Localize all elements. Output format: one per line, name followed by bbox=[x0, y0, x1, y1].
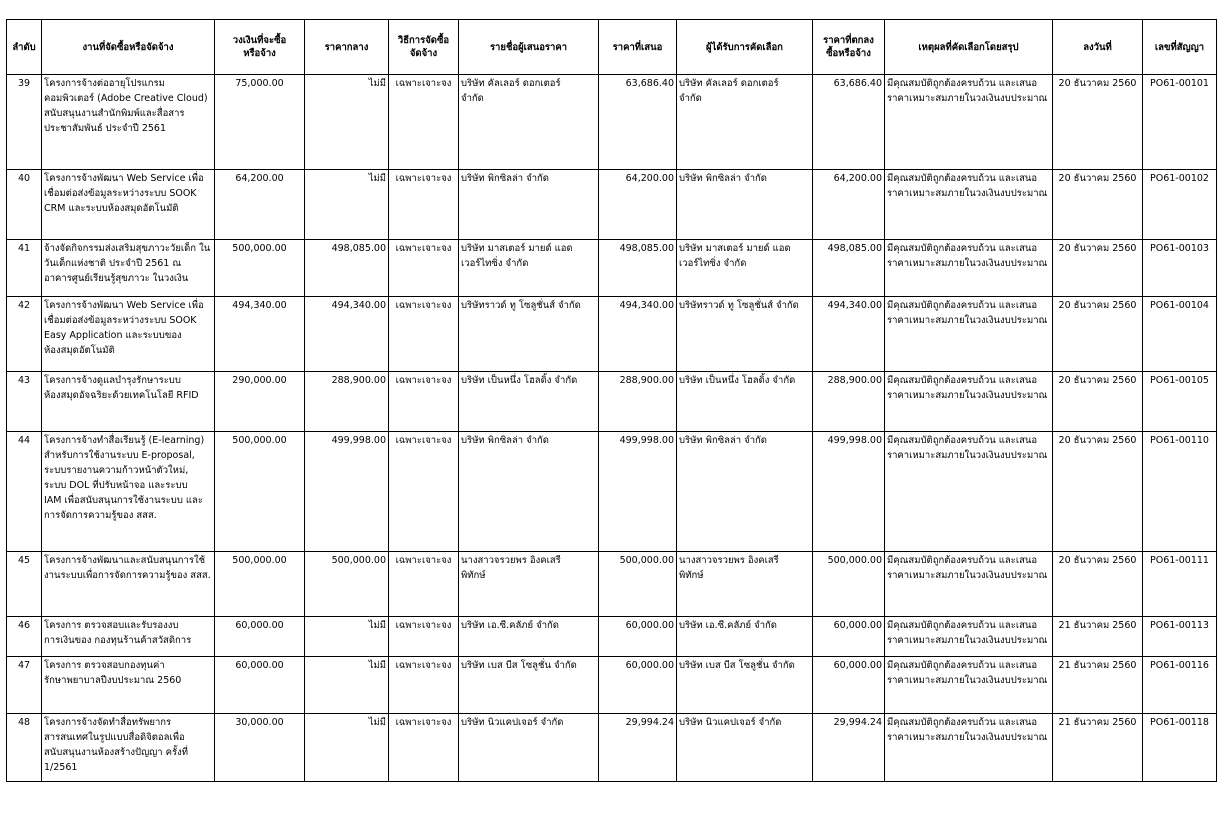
header-budget: วงเงินที่จะซื้อ หรือจ้าง bbox=[215, 20, 305, 75]
cell-date: 20 ธันวาคม 2560 bbox=[1053, 552, 1143, 617]
cell-bidders: บริษัท เป็นหนึ่ง โฮลดิ้ง จำกัด bbox=[459, 372, 599, 432]
cell-work: โครงการจ้างทำสื่อเรียนรู้ (E-learning) สำหรับการใช้งานระบบ E-proposal, ระบบรายงานความก้าวหน้าตัวใหม่, ระบบ DOL ที่ปรับหน้าจอ และระบบ IAM เพื่อสนับสนุนการใช้งานระบบ และ การจัดการความรู้ของ สสส. bbox=[42, 432, 215, 552]
cell-contract: PO61-00102 bbox=[1143, 170, 1217, 240]
cell-reason: มีคุณสมบัติถูกต้องครบถ้วน และเสนอ ราคาเหมาะสมภายในวงเงินงบประมาณ bbox=[885, 657, 1053, 714]
cell-agreed-price: 498,085.00 bbox=[813, 240, 885, 297]
cell-contract: PO61-00118 bbox=[1143, 714, 1217, 782]
cell-contract: PO61-00111 bbox=[1143, 552, 1217, 617]
table-row bbox=[7, 372, 1217, 432]
cell-median: 500,000.00 bbox=[305, 552, 389, 617]
cell-contract: PO61-00105 bbox=[1143, 372, 1217, 432]
cell-date: 20 ธันวาคม 2560 bbox=[1053, 372, 1143, 432]
cell-reason: มีคุณสมบัติถูกต้องครบถ้วน และเสนอ ราคาเหมาะสมภายในวงเงินงบประมาณ bbox=[885, 297, 1053, 372]
cell-no: 42 bbox=[7, 297, 42, 372]
header-bidders: รายชื่อผู้เสนอราคา bbox=[459, 20, 599, 75]
cell-bid-price: 498,085.00 bbox=[599, 240, 677, 297]
header-contract: เลขที่สัญญา bbox=[1143, 20, 1217, 75]
cell-reason: มีคุณสมบัติถูกต้องครบถ้วน และเสนอ ราคาเหมาะสมภายในวงเงินงบประมาณ bbox=[885, 552, 1053, 617]
cell-agreed-price: 60,000.00 bbox=[813, 617, 885, 657]
cell-median: ไม่มี bbox=[305, 617, 389, 657]
cell-winner: บริษัท เอ.ซี.คลัภย์ จำกัด bbox=[677, 617, 813, 657]
cell-budget: 30,000.00 bbox=[215, 714, 305, 782]
cell-median: ไม่มี bbox=[305, 75, 389, 170]
cell-agreed-price: 288,900.00 bbox=[813, 372, 885, 432]
cell-median: 499,998.00 bbox=[305, 432, 389, 552]
table-row bbox=[7, 297, 1217, 372]
procurement-table bbox=[6, 19, 1217, 782]
table-body bbox=[7, 75, 1217, 782]
cell-method: เฉพาะเจาะจง bbox=[389, 240, 459, 297]
cell-no: 47 bbox=[7, 657, 42, 714]
cell-winner: บริษัทราวด์ ทู โซลูชั่นส์ จำกัด bbox=[677, 297, 813, 372]
cell-method: เฉพาะเจาะจง bbox=[389, 372, 459, 432]
cell-reason: มีคุณสมบัติถูกต้องครบถ้วน และเสนอ ราคาเหมาะสมภายในวงเงินงบประมาณ bbox=[885, 432, 1053, 552]
cell-method: เฉพาะเจาะจง bbox=[389, 714, 459, 782]
cell-median: 498,085.00 bbox=[305, 240, 389, 297]
header-date: ลงวันที่ bbox=[1053, 20, 1143, 75]
cell-work: โครงการจ้างพัฒนาและสนับสนุนการใช้ งานระบบเพื่อการจัดการความรู้ของ สสส. bbox=[42, 552, 215, 617]
cell-agreed-price: 500,000.00 bbox=[813, 552, 885, 617]
cell-work: โครงการจ้างพัฒนา Web Service เพื่อ เชื่อมต่อส่งข้อมูลระหว่างระบบ SOOK CRM และระบบห้องสมุดอัตโนมัติ bbox=[42, 170, 215, 240]
cell-no: 46 bbox=[7, 617, 42, 657]
cell-work: จ้างจัดกิจกรรมส่งเสริมสุขภาวะวัยเด็ก ใน วันเด็กแห่งชาติ ประจำปี 2561 ณ อาคารศูนย์เรียนรู้สุขภาวะ ในวงเงิน bbox=[42, 240, 215, 297]
header-method: วิธีการจัดซื้อ จัดจ้าง bbox=[389, 20, 459, 75]
cell-work: โครงการ ตรวจสอบและรับรองงบ การเงินของ กองทุนร้านค้าสวัสดิการ bbox=[42, 617, 215, 657]
header-winner: ผู้ได้รับการคัดเลือก bbox=[677, 20, 813, 75]
cell-reason: มีคุณสมบัติถูกต้องครบถ้วน และเสนอ ราคาเหมาะสมภายในวงเงินงบประมาณ bbox=[885, 240, 1053, 297]
cell-work: โครงการจ้างดูแลบำรุงรักษาระบบ ห้องสมุดอัจฉริยะด้วยเทคโนโลยี RFID bbox=[42, 372, 215, 432]
header-bid-price: ราคาที่เสนอ bbox=[599, 20, 677, 75]
cell-bidders: บริษัท นิวแคปเจอร์ จำกัด bbox=[459, 714, 599, 782]
cell-contract: PO61-00113 bbox=[1143, 617, 1217, 657]
cell-method: เฉพาะเจาะจง bbox=[389, 75, 459, 170]
procurement-table-container bbox=[6, 19, 1217, 782]
cell-no: 39 bbox=[7, 75, 42, 170]
cell-no: 40 bbox=[7, 170, 42, 240]
cell-budget: 290,000.00 bbox=[215, 372, 305, 432]
header-reason: เหตุผลที่คัดเลือกโดยสรุป bbox=[885, 20, 1053, 75]
cell-work: โครงการจ้างพัฒนา Web Service เพื่อ เชื่อมต่อส่งข้อมูลระหว่างระบบ SOOK Easy Application และระบบของ ห้องสมุดอัตโนมัติ bbox=[42, 297, 215, 372]
cell-bid-price: 63,686.40 bbox=[599, 75, 677, 170]
cell-date: 21 ธันวาคม 2560 bbox=[1053, 617, 1143, 657]
cell-bid-price: 288,900.00 bbox=[599, 372, 677, 432]
cell-budget: 75,000.00 bbox=[215, 75, 305, 170]
table-header-row bbox=[7, 20, 1217, 75]
cell-winner: บริษัท เบส บีส โซลูชั่น จำกัด bbox=[677, 657, 813, 714]
cell-contract: PO61-00116 bbox=[1143, 657, 1217, 714]
table-row bbox=[7, 552, 1217, 617]
cell-reason: มีคุณสมบัติถูกต้องครบถ้วน และเสนอ ราคาเหมาะสมภายในวงเงินงบประมาณ bbox=[885, 617, 1053, 657]
cell-bidders: บริษัท พิกซิลล่า จำกัด bbox=[459, 170, 599, 240]
cell-median: 288,900.00 bbox=[305, 372, 389, 432]
cell-bidders: บริษัท พิกซิลล่า จำกัด bbox=[459, 432, 599, 552]
cell-budget: 60,000.00 bbox=[215, 657, 305, 714]
cell-agreed-price: 499,998.00 bbox=[813, 432, 885, 552]
cell-no: 44 bbox=[7, 432, 42, 552]
cell-date: 20 ธันวาคม 2560 bbox=[1053, 170, 1143, 240]
cell-reason: มีคุณสมบัติถูกต้องครบถ้วน และเสนอ ราคาเหมาะสมภายในวงเงินงบประมาณ bbox=[885, 714, 1053, 782]
cell-bid-price: 499,998.00 bbox=[599, 432, 677, 552]
cell-no: 45 bbox=[7, 552, 42, 617]
cell-no: 48 bbox=[7, 714, 42, 782]
cell-winner: นางสาวจรวยพร อิงคเสรี พิทักษ์ bbox=[677, 552, 813, 617]
cell-budget: 500,000.00 bbox=[215, 552, 305, 617]
cell-median: 494,340.00 bbox=[305, 297, 389, 372]
cell-contract: PO61-00104 bbox=[1143, 297, 1217, 372]
table-row bbox=[7, 617, 1217, 657]
cell-method: เฉพาะเจาะจง bbox=[389, 297, 459, 372]
cell-bid-price: 494,340.00 bbox=[599, 297, 677, 372]
cell-bidders: บริษัท มาสเตอร์ มายด์ แอด เวอร์ไทซิ่ง จำกัด bbox=[459, 240, 599, 297]
cell-agreed-price: 29,994.24 bbox=[813, 714, 885, 782]
cell-bid-price: 29,994.24 bbox=[599, 714, 677, 782]
header-work: งานที่จัดซื้อหรือจัดจ้าง bbox=[42, 20, 215, 75]
cell-date: 21 ธันวาคม 2560 bbox=[1053, 714, 1143, 782]
cell-agreed-price: 494,340.00 bbox=[813, 297, 885, 372]
cell-date: 20 ธันวาคม 2560 bbox=[1053, 297, 1143, 372]
header-agreed-price: ราคาที่ตกลง ซื้อหรือจ้าง bbox=[813, 20, 885, 75]
cell-method: เฉพาะเจาะจง bbox=[389, 657, 459, 714]
cell-work: โครงการ ตรวจสอบกองทุนค่า รักษาพยาบาลปีงบประมาณ 2560 bbox=[42, 657, 215, 714]
cell-no: 41 bbox=[7, 240, 42, 297]
table-row bbox=[7, 170, 1217, 240]
table-row bbox=[7, 432, 1217, 552]
cell-winner: บริษัท มาสเตอร์ มายด์ แอด เวอร์ไทซิ่ง จำกัด bbox=[677, 240, 813, 297]
cell-budget: 64,200.00 bbox=[215, 170, 305, 240]
header-median: ราคากลาง bbox=[305, 20, 389, 75]
cell-method: เฉพาะเจาะจง bbox=[389, 617, 459, 657]
cell-median: ไม่มี bbox=[305, 657, 389, 714]
cell-agreed-price: 63,686.40 bbox=[813, 75, 885, 170]
cell-bidders: บริษัทราวด์ ทู โซลูชั่นส์ จำกัด bbox=[459, 297, 599, 372]
cell-winner: บริษัท นิวแคปเจอร์ จำกัด bbox=[677, 714, 813, 782]
cell-contract: PO61-00103 bbox=[1143, 240, 1217, 297]
cell-bidders: บริษัท คัลเลอร์ ดอกเตอร์ จำกัด bbox=[459, 75, 599, 170]
cell-contract: PO61-00101 bbox=[1143, 75, 1217, 170]
table-row bbox=[7, 240, 1217, 297]
table-row bbox=[7, 714, 1217, 782]
cell-bid-price: 64,200.00 bbox=[599, 170, 677, 240]
cell-winner: บริษัท เป็นหนึ่ง โฮลดิ้ง จำกัด bbox=[677, 372, 813, 432]
cell-contract: PO61-00110 bbox=[1143, 432, 1217, 552]
header-no: ลำดับ bbox=[7, 20, 42, 75]
cell-bid-price: 60,000.00 bbox=[599, 617, 677, 657]
cell-date: 21 ธันวาคม 2560 bbox=[1053, 657, 1143, 714]
cell-budget: 494,340.00 bbox=[215, 297, 305, 372]
cell-bid-price: 500,000.00 bbox=[599, 552, 677, 617]
cell-budget: 500,000.00 bbox=[215, 432, 305, 552]
cell-median: ไม่มี bbox=[305, 714, 389, 782]
cell-bidders: นางสาวจรวยพร อิงคเสรี พิทักษ์ bbox=[459, 552, 599, 617]
cell-bid-price: 60,000.00 bbox=[599, 657, 677, 714]
cell-method: เฉพาะเจาะจง bbox=[389, 552, 459, 617]
cell-bidders: บริษัท เอ.ซี.คลัภย์ จำกัด bbox=[459, 617, 599, 657]
cell-budget: 500,000.00 bbox=[215, 240, 305, 297]
cell-method: เฉพาะเจาะจง bbox=[389, 432, 459, 552]
cell-date: 20 ธันวาคม 2560 bbox=[1053, 432, 1143, 552]
cell-bidders: บริษัท เบส บีส โซลูชั่น จำกัด bbox=[459, 657, 599, 714]
cell-work: โครงการจ้างจัดทำสื่อทรัพยากร สารสนเทศในรูปแบบสื่อดิจิตอลเพื่อ สนับสนุนงานห้องสร้างปัญญา ครั้งที่ 1/2561 bbox=[42, 714, 215, 782]
cell-date: 20 ธันวาคม 2560 bbox=[1053, 75, 1143, 170]
cell-winner: บริษัท พิกซิลล่า จำกัด bbox=[677, 432, 813, 552]
cell-reason: มีคุณสมบัติถูกต้องครบถ้วน และเสนอ ราคาเหมาะสมภายในวงเงินงบประมาณ bbox=[885, 372, 1053, 432]
table-row bbox=[7, 75, 1217, 170]
cell-reason: มีคุณสมบัติถูกต้องครบถ้วน และเสนอ ราคาเหมาะสมภายในวงเงินงบประมาณ bbox=[885, 170, 1053, 240]
cell-agreed-price: 60,000.00 bbox=[813, 657, 885, 714]
cell-method: เฉพาะเจาะจง bbox=[389, 170, 459, 240]
cell-winner: บริษัท พิกซิลล่า จำกัด bbox=[677, 170, 813, 240]
cell-work: โครงการจ้างต่ออายุโปรแกรม คอมพิวเตอร์ (Adobe Creative Cloud) สนับสนุนงานสำนักพิมพ์และสื่อสาร ประชาสัมพันธ์ ประจำปี 2561 bbox=[42, 75, 215, 170]
cell-no: 43 bbox=[7, 372, 42, 432]
cell-median: ไม่มี bbox=[305, 170, 389, 240]
cell-winner: บริษัท คัลเลอร์ ดอกเตอร์ จำกัด bbox=[677, 75, 813, 170]
cell-agreed-price: 64,200.00 bbox=[813, 170, 885, 240]
table-row bbox=[7, 657, 1217, 714]
cell-date: 20 ธันวาคม 2560 bbox=[1053, 240, 1143, 297]
cell-budget: 60,000.00 bbox=[215, 617, 305, 657]
cell-reason: มีคุณสมบัติถูกต้องครบถ้วน และเสนอ ราคาเหมาะสมภายในวงเงินงบประมาณ bbox=[885, 75, 1053, 170]
